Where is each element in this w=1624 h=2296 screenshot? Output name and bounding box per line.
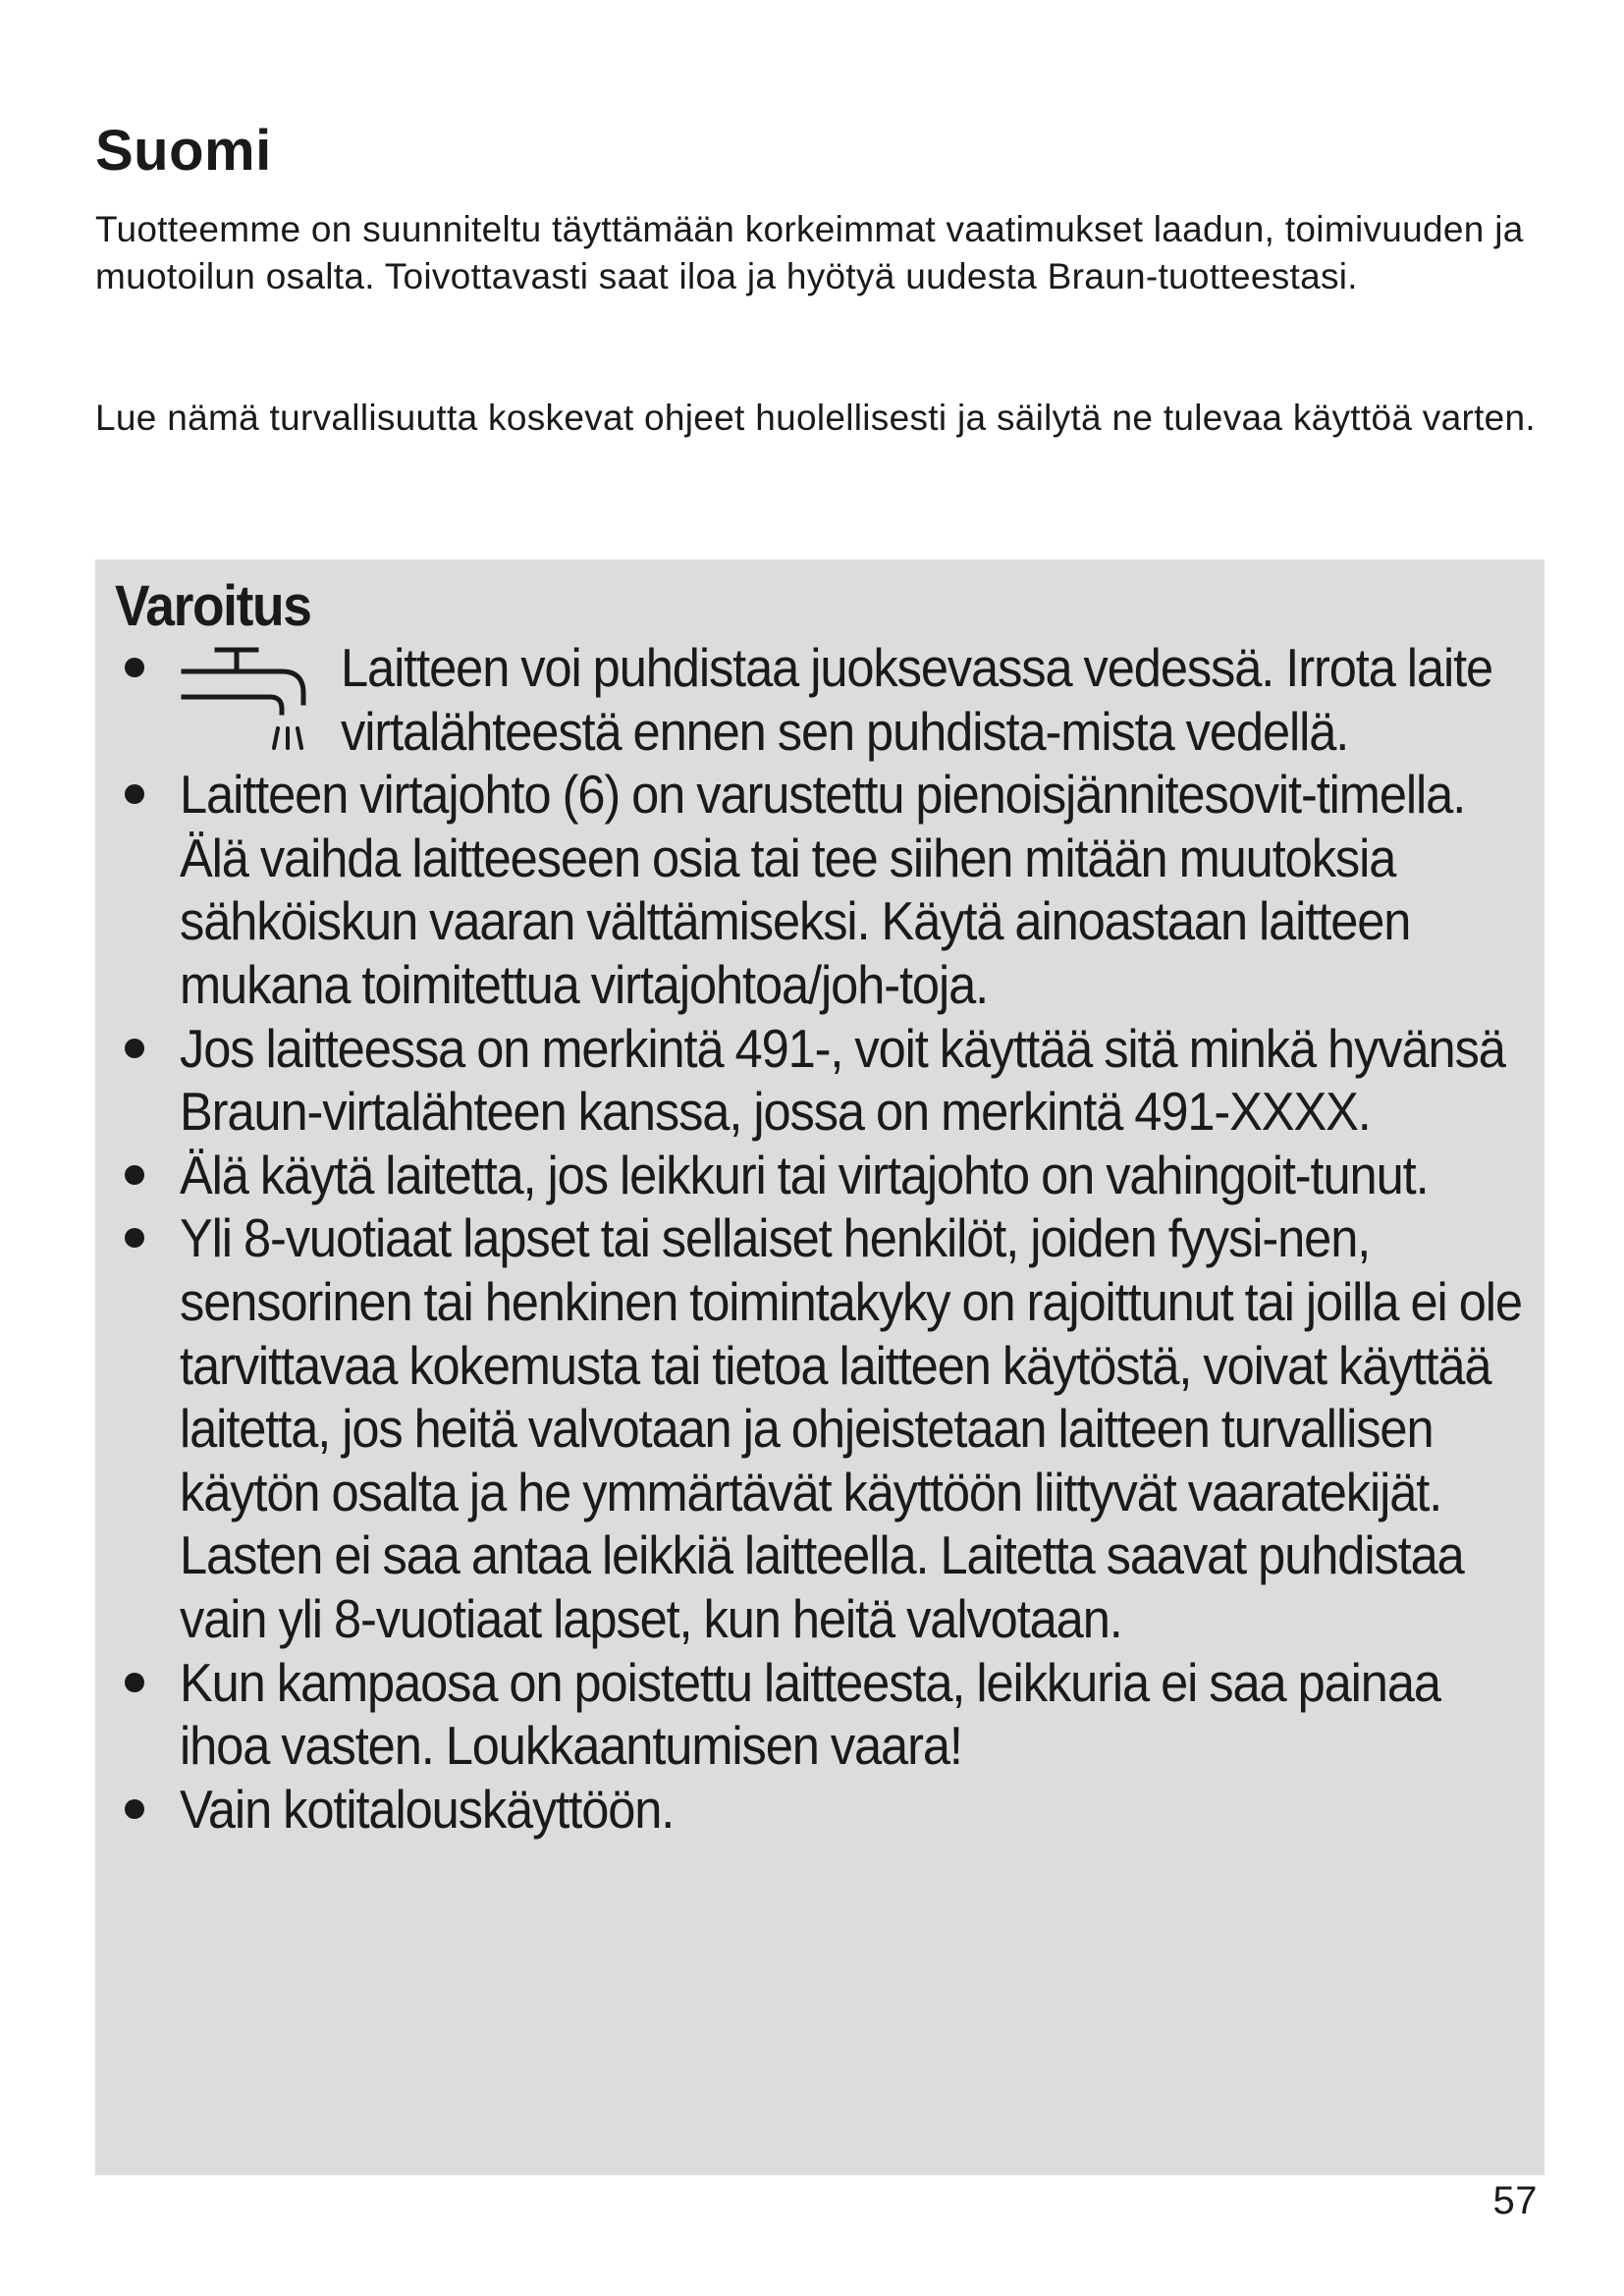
warning-item bbox=[95, 1206, 1544, 1650]
warning-item bbox=[95, 636, 1544, 763]
warning-item-text: Vain kotitalouskäyttöön. bbox=[180, 1778, 675, 1840]
water-tap-icon bbox=[180, 642, 317, 770]
bullet bbox=[125, 1165, 144, 1185]
warning-item-text: Kun kampaosa on poistettu laitteesta, leikkuria ei saa painaa ihoa vasten. Loukkaantumisen vaara! bbox=[180, 1651, 1440, 1777]
warning-item bbox=[95, 763, 1544, 1016]
warning-list bbox=[95, 636, 1544, 1841]
bullet bbox=[125, 784, 144, 804]
bullet bbox=[125, 1228, 144, 1248]
page-number: 57 bbox=[1492, 2179, 1538, 2222]
warning-item-text: Jos laitteessa on merkintä 491-, voit käyttää sitä minkä hyvänsä Braun-virtalähteen kanssa, jossa on merkintä 491-XXXX. bbox=[180, 1017, 1505, 1143]
intro-paragraph: Lue nämä turvallisuutta koskevat ohjeet huolellisesti ja säilytä ne tulevaa käyttöä varten. bbox=[95, 398, 1537, 438]
warning-title: Varoitus bbox=[115, 574, 311, 638]
warning-box bbox=[95, 560, 1544, 2175]
bullet bbox=[125, 1673, 144, 1692]
warning-item-text: Älä käytä laitetta, jos leikkuri tai virtajohto on vahingoit-tunut. bbox=[180, 1144, 1429, 1205]
warning-item-text: Laitteen virtajohto (6) on varustettu pienoisjännitesovit-timella. Älä vaihda laitteeseen osia tai tee siihen mitään muutoksia sähköiskun vaaran välttämiseksi. Käytä ainoastaan laitteen mukana toimitettua virtajohtoa/joh-toja. bbox=[180, 764, 1466, 1015]
warning-item bbox=[95, 1017, 1544, 1144]
bullet bbox=[125, 1039, 144, 1058]
warning-item-text: Yli 8-vuotiaat lapset tai sellaiset henkilöt, joiden fyysi-nen, sensorinen tai henkinen toimintakyky on rajoittunut tai joilla ei ole tarvittavaa kokemusta tai tietoa laitteen käytöstä, voivat käyttää laitetta, jos heitä valvotaan ja ohjeistetaan laitteen turvallisen käytön osalta ja he ymmärtävät käyttöön liittyvät vaaratekijät. Lasten ei saa antaa leikkiä laitteella. Laitetta saavat puhdistaa vain yli 8-vuotiaat lapset, kun heitä valvotaan. bbox=[180, 1207, 1522, 1649]
warning-item bbox=[95, 1778, 1544, 1842]
warning-item bbox=[95, 1144, 1544, 1207]
page-title: Suomi bbox=[95, 119, 272, 183]
bullet bbox=[125, 1799, 144, 1819]
warning-item-text: Laitteen voi puhdistaa juoksevassa vedessä. Irrota laite virtalähteestä ennen sen puhdista-mista vedellä. bbox=[341, 637, 1493, 762]
intro-paragraph: Tuotteemme on suunniteltu täyttämään korkeimmat vaatimukset laadun, toimivuuden ja muotoilun osalta. Toivottavasti saat iloa ja hyötyä uudesta Braun-tuotteestasi. bbox=[95, 209, 1524, 296]
bullet bbox=[125, 658, 144, 677]
warning-item bbox=[95, 1651, 1544, 1778]
